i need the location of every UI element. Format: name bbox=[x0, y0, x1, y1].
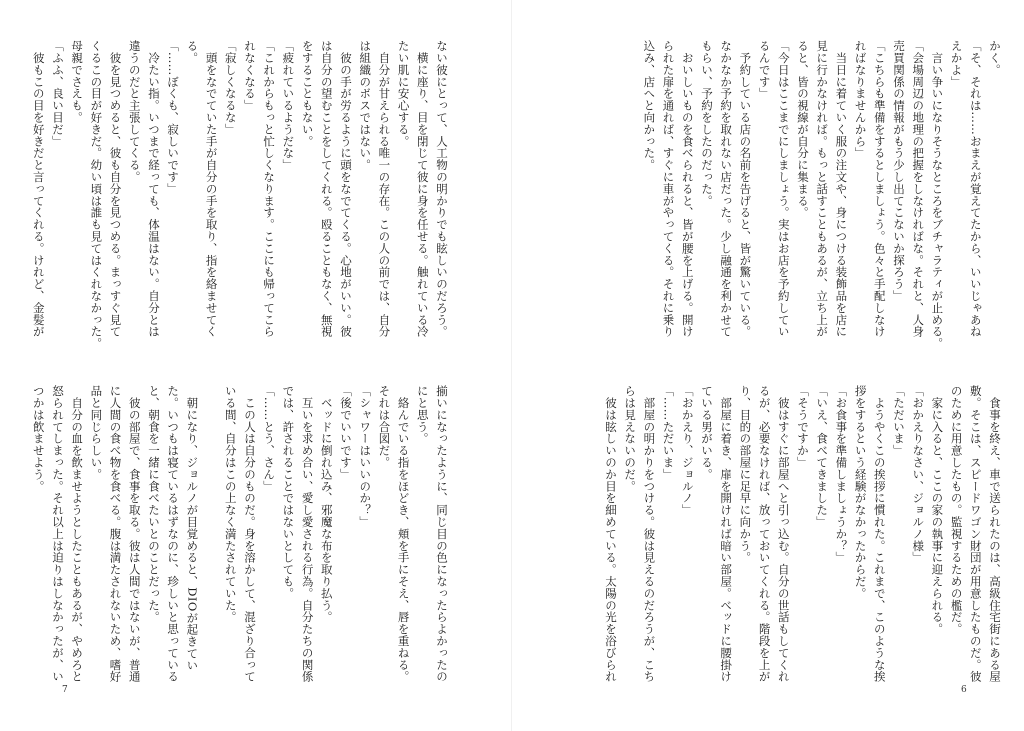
left-page-number: 7 bbox=[62, 685, 68, 695]
right-page-number: 6 bbox=[961, 685, 967, 695]
right-page bbox=[512, 0, 1024, 731]
left-page-upper-text-block: ない彼にとって、人工物の明かりでも眩しいのだろう。 横に座り、目を閉じて彼に身を任せる。触れている冷 たい肌に安心する。 自分が甘えられる唯一の存在。この人の前では、自分 は組織のボスではない。 彼の手が労るように頭をなでてくる。心地がいい。彼 は自分の望むことをしてくれる。殴ることもなく、無視 をすることもない。 「疲れているようだな」 「これからもっと忙しくなります。ここにも帰ってこら れなくなる」 「寂しくなるな」 頭をなでていた手が自分の手を取り、指を絡ませてく る。 「……ぼくも、寂しいです」 冷たい指。いつまで経っても、体温はない。自分とは 違うのだと主張してくる。 彼を見つめると、彼も自分を見つめる。まっすぐ見て くるこの目が好きだ。幼い頃は誰も見てはくれなかった。 母親でさえも。 「ふふ、良い目だ」 彼もこの目を好きだと言ってくれる。けれど、金髪が bbox=[31, 40, 449, 350]
right-page-lower-text-block: 食事を終え、車で送られたのは、高級住宅街にある屋 敷。そこは、スピードワゴン財団が用意したものだ。彼 のために用意したもの。監視するための檻だ。 家に入ると、ここの家の執事に迎えられる。 「おかえりなさい、ジョルノ様」 「ただいま」 ようやくこの挨拶に慣れた。これまで、このような挨 拶をするという経験がなかったからだ。 「お食事を準備しましょうか？」 「いえ、食べてきました」 「そうですか」 彼はすぐに部屋へと引っ込む。自分の世話もしてくれ るが、必要なければ、放っておいてくれる。階段を上が り、目的の部屋に足早に向かう。 部屋に着き、扉を開ければ暗い部屋。ベッドに腰掛け ている男がいる。 「おかえり、ジョルノ」 「……ただいま」 部屋の明かりをつける。彼は見えるのだろうが、こち らは見えないのだ。 彼は眩しいのか目を細めている。太陽の光を浴びられ bbox=[603, 385, 1002, 683]
right-page-upper-text-block: かく。 「そ、それは……おまえが覚えてたから、いいじゃあね えかよ」 言い争いになりそうなところをブチャラティが止める。 「会場周辺の地理の把握をしなければな。それと、人身 売買関係の情報がもう少し出てこないか探ろう」 「こちらも準備をするとしましょう。色々と手配しなけ ればなりませんから」 当日に着ていく服の注文や、身につける装飾品を店に 見に行かなければ。もっと話すこともあるが、立ち上が ると、皆の視線が自分に集まる。 「今日はここまでにしましょう。実はお店を予約してい るんです」 予約している店の名前を告げると、皆が驚いている。 なかなか予約を取れない店だった。少し融通を利かせて もらい、予約をしたのだった。 おいしいものを食べられると、皆が腰を上げる。開け られた扉を通れば、すぐに車がやってくる。それに乗り 込み、店へと向かった。 bbox=[642, 40, 1002, 350]
left-page-lower-text-block: 揃いになったように、同じ目の色になったらよかったの にと思う。 絡んでいる指をほどき、頬を手にそえ、唇を重ねる。 それは合図だ。 「シャワーはいいのか？」 「後でいいです」 ベッドに倒れ込み、邪魔な布を取り払う。 互いを求め合い、愛し愛される行為。自分たちの関係 では、許されることではないとしても。 「……とう、さん」 この人は自分のものだ。身を溶かして、混ざり合って いる間、自分はこの上なく満たされていた。 朝になり、ジョルノが目覚めると、DIOが起きてい た。いつもは寝ているはずなのに、珍しいと思っている と、朝食を一緒に食べたいとのことだった。 彼の部屋で、食事を取る。彼は人間ではないが、普通 に人間の食べ物を食べる。腹は満たされないため、嗜好 品と同じらしい。 自分の血を飲ませようとしたこともあるが、やめろと 怒られてしまった。それ以上は迫りはしなかったが、い つかは飲ませよう。 bbox=[31, 385, 449, 683]
